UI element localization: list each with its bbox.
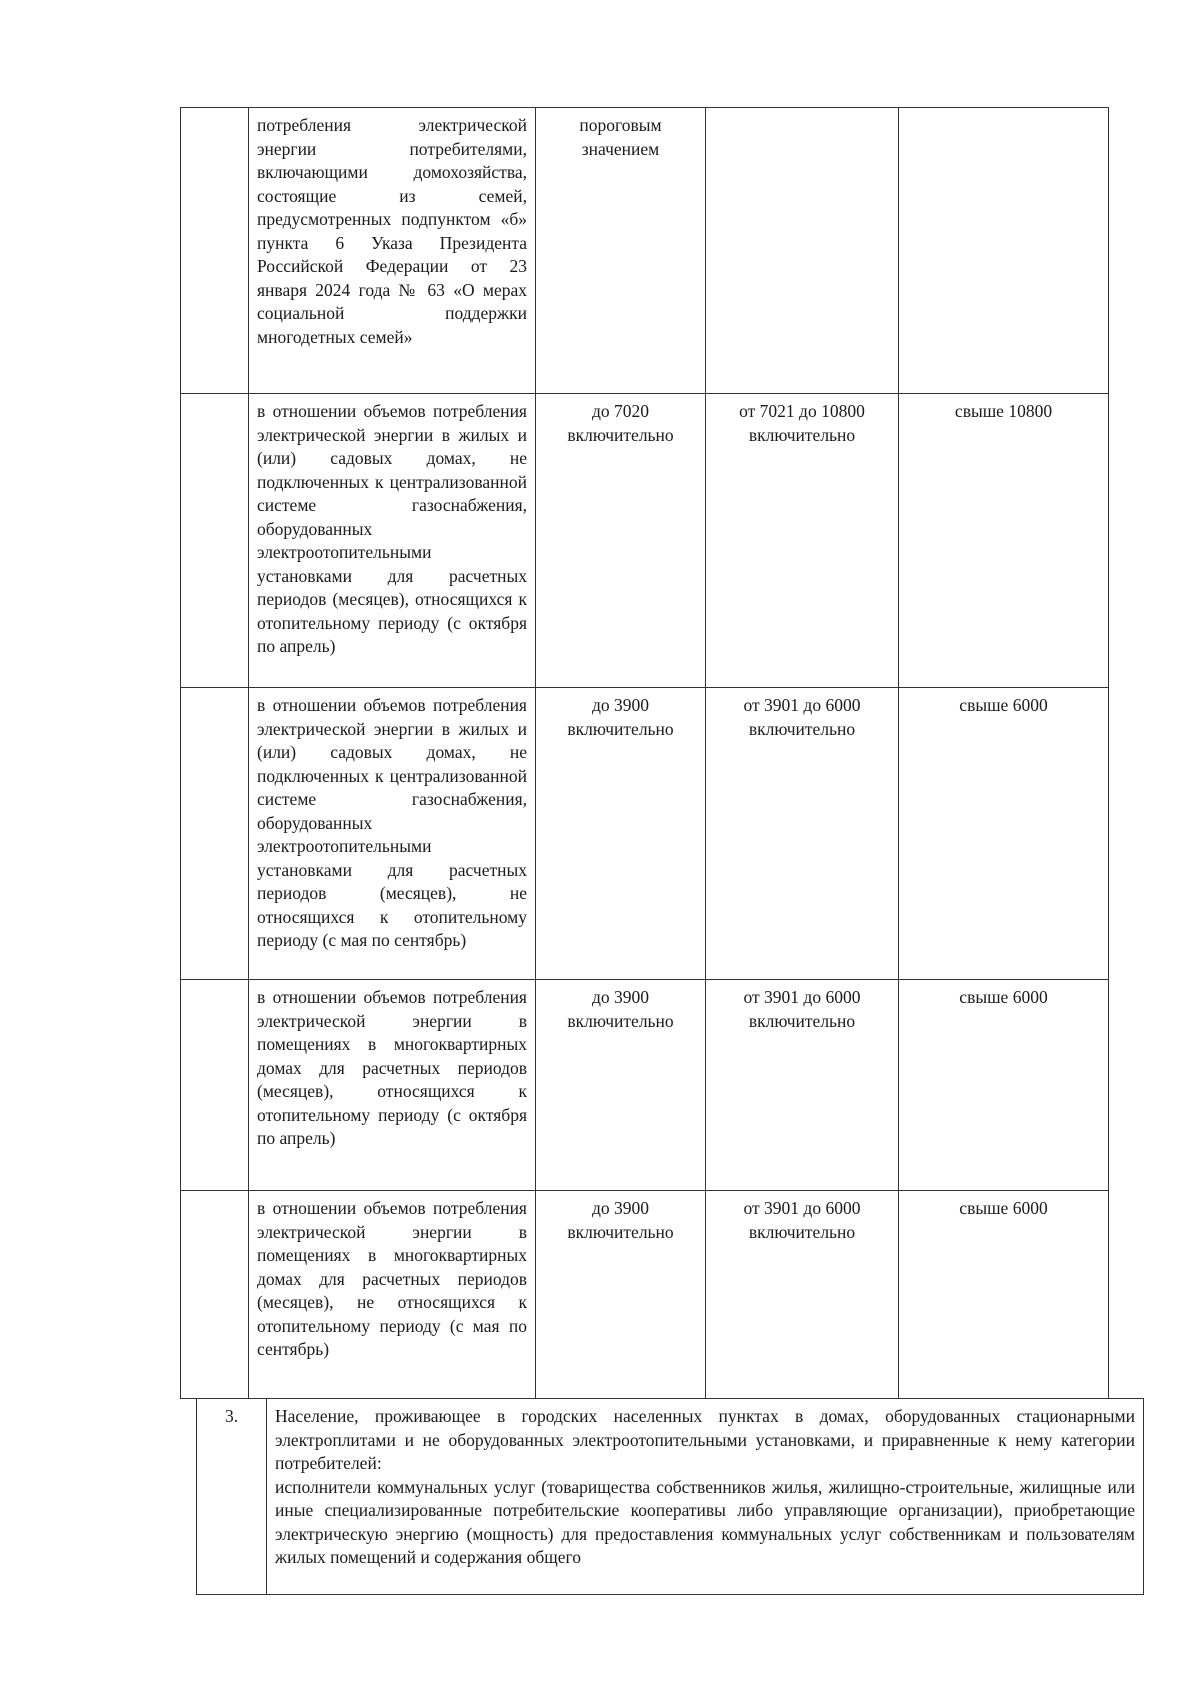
section-paragraph: исполнители коммунальных услуг (товарищества собственников жилья, жилищно-строительные, жилищные или иные специализированные потребительские кооперативы либо управляющие организации), приобретающие электрическую энергию (мощность) для предоставления коммунальных услуг собственникам и пользователям жилых помещений и содержания общего <box>275 1476 1135 1567</box>
consumption-description: в отношении объемов потребления электрической энергии в жилых и (или) садовых домах, не подключенных к централизованной системе газоснабжения, оборудованных электроотопительными установками для расчетных периодов (месяцев), не относящихся к отопительному периоду (с мая по сентябрь) <box>249 688 536 980</box>
tariff-volume-table <box>180 107 1109 1399</box>
row-number-cell <box>181 108 249 394</box>
table-row <box>181 108 1109 394</box>
table-row <box>197 1399 1144 1595</box>
second-range-value: от 3901 до 6000 включительно <box>706 688 899 980</box>
second-range-value: от 3901 до 6000 включительно <box>706 980 899 1191</box>
first-range-value: до 7020 включительно <box>536 394 706 688</box>
row-number-cell <box>181 1191 249 1399</box>
section-paragraph: Население, проживающее в городских населенных пунктах в домах, оборудованных стационарными электроплитами и не оборудованных электроотопительными установками, и приравненные к нему категории потребителей: <box>275 1406 1135 1473</box>
section-3-table <box>196 1398 1144 1595</box>
row-number-cell <box>181 688 249 980</box>
consumption-description: в отношении объемов потребления электрической энергии в жилых и (или) садовых домах, не подключенных к централизованной системе газоснабжения, оборудованных электроотопительными установками для расчетных периодов (месяцев), относящихся к отопительному периоду (с октября по апрель) <box>249 394 536 688</box>
second-range-value: от 7021 до 10800 включительно <box>706 394 899 688</box>
consumption-description: в отношении объемов потребления электрической энергии в помещениях в многоквартирных домах для расчетных периодов (месяцев), не относящихся к отопительному периоду (с мая по сентябрь) <box>249 1191 536 1399</box>
third-range-value: свыше 6000 <box>899 1191 1109 1399</box>
row-number-cell <box>181 980 249 1191</box>
second-range-value: от 3901 до 6000 включительно <box>706 1191 899 1399</box>
third-range-value: свыше 6000 <box>899 980 1109 1191</box>
first-range-value: до 3900 включительно <box>536 688 706 980</box>
third-range-value: свыше 6000 <box>899 688 1109 980</box>
second-range-value <box>706 108 899 394</box>
consumption-description: в отношении объемов потребления электрической энергии в помещениях в многоквартирных домах для расчетных периодов (месяцев), относящихся к отопительному периоду (с октября по апрель) <box>249 980 536 1191</box>
third-range-value <box>899 108 1109 394</box>
first-range-value: до 3900 включительно <box>536 1191 706 1399</box>
table-row <box>181 980 1109 1191</box>
table-row <box>181 688 1109 980</box>
first-range-value: до 3900 включительно <box>536 980 706 1191</box>
section-text <box>267 1399 1144 1595</box>
table-row <box>181 1191 1109 1399</box>
first-range-value: пороговым значением <box>536 108 706 394</box>
section-number: 3. <box>197 1399 267 1595</box>
third-range-value: свыше 10800 <box>899 394 1109 688</box>
table-row <box>181 394 1109 688</box>
consumption-description: потребления электрической энергии потребителями, включающими домохозяйства, состоящие из семей, предусмотренных подпунктом «б» пункта 6 Указа Президента Российской Федерации от 23 января 2024 года № 63 «О мерах социальной поддержки многодетных семей» <box>249 108 536 394</box>
row-number-cell <box>181 394 249 688</box>
